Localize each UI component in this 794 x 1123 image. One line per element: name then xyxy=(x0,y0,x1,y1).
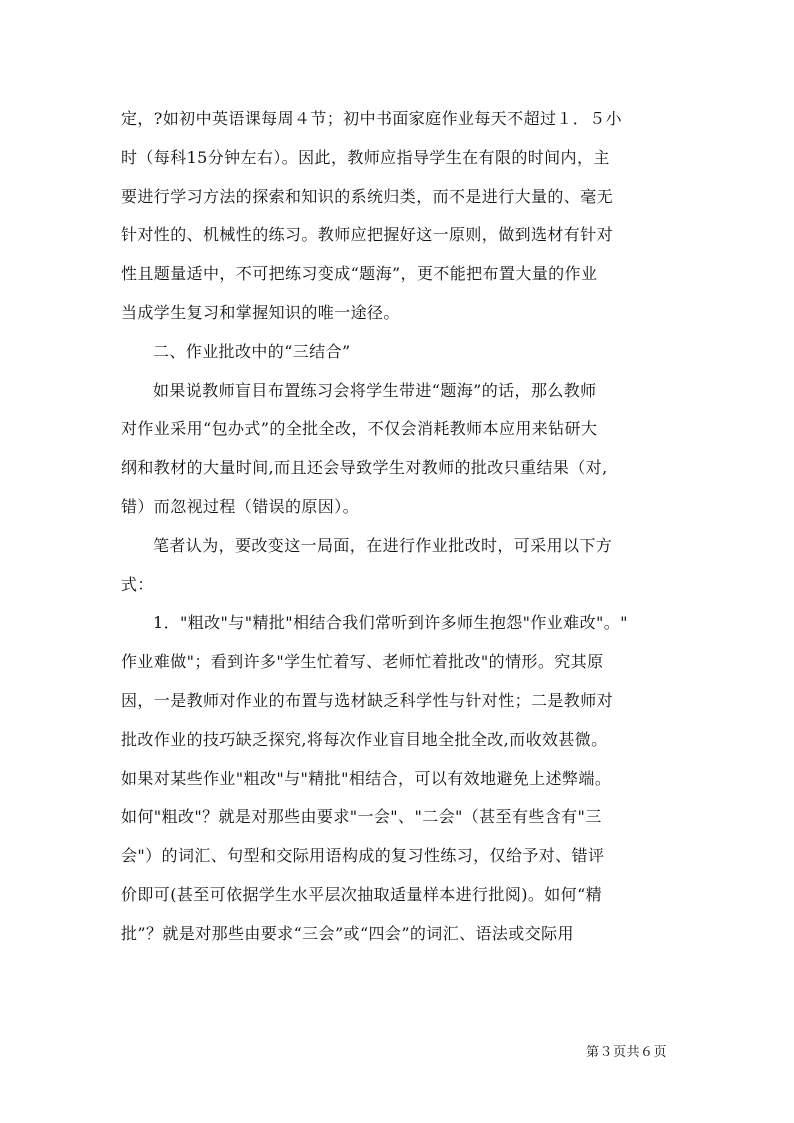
text-line: 式： xyxy=(121,574,154,594)
text-line: 如何"粗改"？就是对那些由要求"一会"、"二会"（甚至有些含有"三 xyxy=(121,807,602,827)
text-line: 要进行学习方法的探索和知识的系统归类，而不是进行大量的、毫无 xyxy=(121,186,614,206)
text-line: 纲和教材的大量时间,而且还会导致学生对教师的批改只重结果（对, xyxy=(121,458,608,478)
text-line: 批”？就是对那些由要求“三会”或“四会”的词汇、语法或交际用 xyxy=(121,923,574,943)
text-line: 如果对某些作业"粗改"与"精批"相结合，可以有效地避免上述弊端。 xyxy=(121,768,612,788)
body-text xyxy=(121,100,676,954)
page-number: 第３页共６页 xyxy=(586,1045,668,1060)
text-line: 当成学生复习和掌握知识的唯一途径。 xyxy=(121,302,400,322)
text-line: 性且题量适中，不可把练习变成“题海”，更不能把布置大量的作业 xyxy=(121,264,598,284)
text-line: 价即可(甚至可依据学生水平层次抽取适量样本进行批阅)。如何“精 xyxy=(121,884,603,904)
text-line: 笔者认为，要改变这一局面，在进行作业批改时，可采用以下方 xyxy=(153,535,613,555)
text-line: 定，?如初中英语课每周４节；初中书面家庭作业每天不超过１．５小 xyxy=(121,109,622,128)
text-line: 批改作业的技巧缺乏探究,将每次作业盲目地全批全改,而收效甚微。 xyxy=(121,729,608,749)
text-line: 针对性的、机械性的练习。教师应把握好这一原则，做到选材有针对 xyxy=(121,225,614,245)
text-line: 因，一是教师对作业的布置与选材缺乏科学性与针对性；二是教师对 xyxy=(121,690,614,710)
text-line: 时（每科15分钟左右）。因此，教师应指导学生在有限的时间内，主 xyxy=(121,147,610,167)
text-line: 作业难做"；看到许多"学生忙着写、老师忙着批改"的情形。究其原 xyxy=(121,652,604,672)
section-heading: 二、作业批改中的“三结合” xyxy=(153,341,351,361)
text-line: 错）而忽视过程（错误的原因）。 xyxy=(121,496,360,516)
text-line: 会"）的词汇、句型和交际用语构成的复习性练习，仅给予对、错评 xyxy=(121,846,605,866)
text-line: 如果说教师盲目布置练习会将学生带进“题海”的话，那么教师 xyxy=(153,380,597,400)
text-line: 1．"粗改"与"精批"相结合我们常听到许多师生抱怨"作业难改"。" xyxy=(153,613,628,633)
text-line: 对作业采用“包办式”的全批全改，不仅会消耗教师本应用来钻研大 xyxy=(121,419,598,439)
